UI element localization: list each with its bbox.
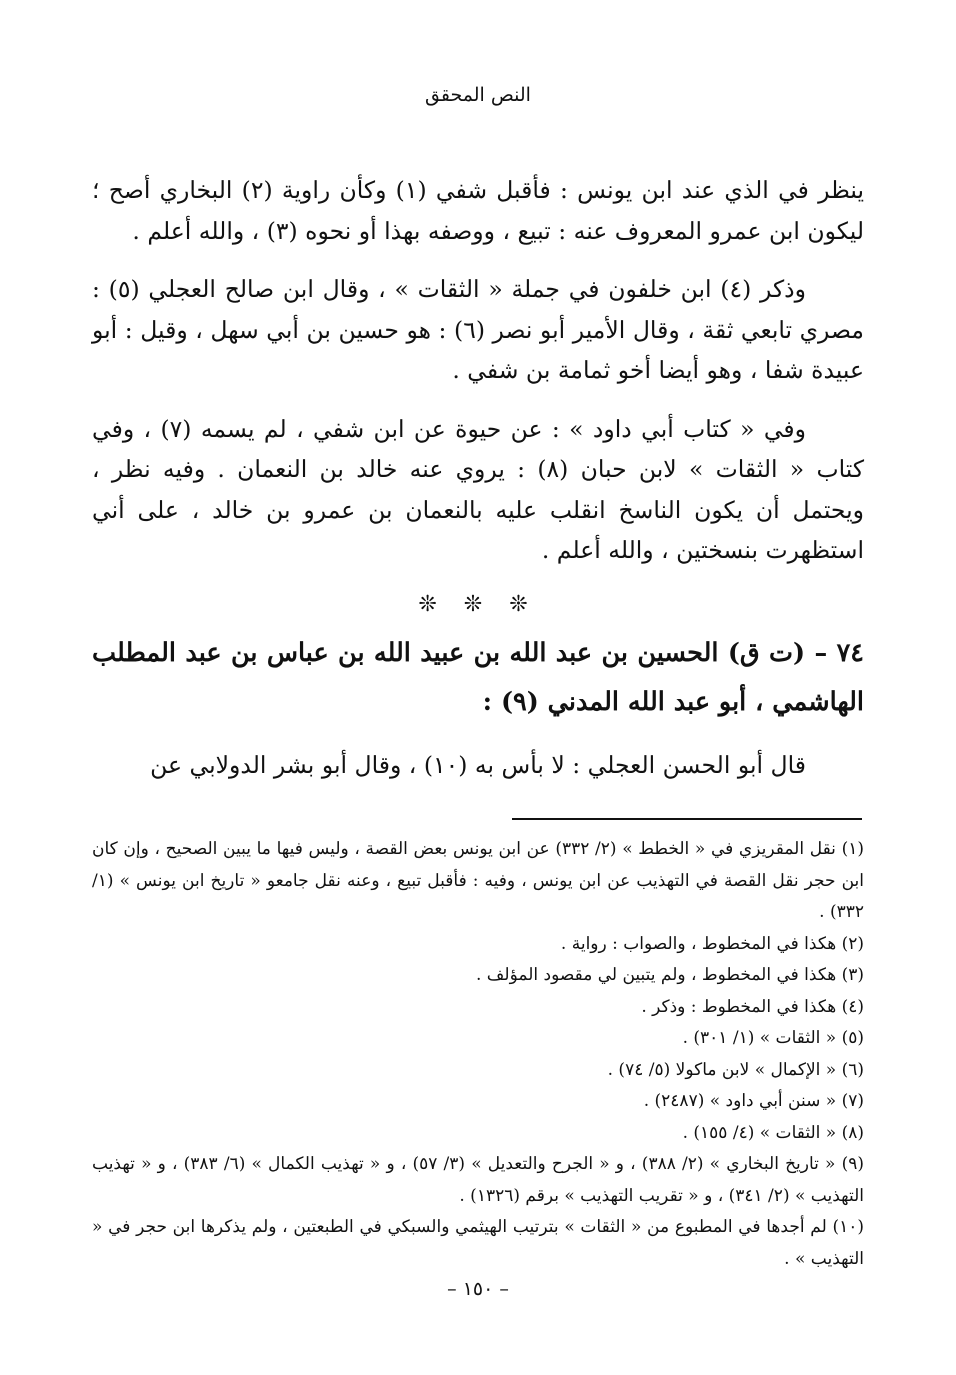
main-text: [92, 170, 864, 804]
entry-heading: ٧٤ – (ت ق) الحسين بن عبد الله بن عبيد الله بن عباس بن عبد المطلب الهاشمي ، أبو عبد الله المدني (٩) :: [92, 638, 864, 717]
footnote-1: (١) نقل المقريزي في « الخطط » (٢/ ٣٣٢) عن ابن يونس بعض القصة ، وليس فيها ما يبين الصحيح ، وإن كان ابن حجر نقل القصة في التهذيب عن ابن يونس ، وفيه : فأقبل تبيع ، وعنه نقل جامعو « تاريخ ابن يونس » (١/ ٣٣٢) .: [92, 839, 864, 922]
footnote-9: (٩) « تاريخ البخاري » (٢/ ٣٨٨) ، و « الجرح والتعديل » (٣/ ٥٧) ، و « تهذيب الكمال » (٦/ ٣٨٣) ، و « تهذيب التهذيب » (٢/ ٣٤١) ، و « تقريب التهذيب » برقم (١٣٢٦) .: [92, 1154, 865, 1206]
paragraph-3: وفي « كتاب أبي داود » : عن حيوة عن ابن شفي ، لم يسمه (٧) ، وفي كتاب « الثقات » لابن حبان (٨) : يروي عنه خالد بن النعمان . وفيه نظر ، ويحتمل أن يكون الناسخ انقلب عليه بالنعمان بن عمرو بن خالد ، على أني استظهرت بنسختين ، والله أعلم .: [92, 414, 865, 564]
section-separator: ❊ ❊ ❊: [418, 591, 538, 617]
footnote-4: (٤) هكذا في المخطوط : وذكر .: [641, 996, 864, 1017]
footnote-10: (١٠) لم أجدها في المطبوع من « الثقات » بترتيب الهيثمي والسبكي في الطبعتين ، ولم يذكرها ابن حجر في « التهذيب » .: [92, 1217, 864, 1269]
running-header: النص المحقق: [425, 84, 531, 106]
footnote-2: (٢) هكذا في المخطوط ، والصواب : رواية .: [560, 933, 864, 954]
page-number: – ١٥٠ –: [447, 1278, 509, 1300]
footnote-5: (٥) « الثقات » (١/ ٣٠١) .: [682, 1028, 864, 1048]
footnote-8: (٨) « الثقات » (٤/ ١٥٥) .: [682, 1122, 864, 1143]
paragraph-2: وذكر (٤) ابن خلفون في جملة « الثقات » ، وقال ابن صالح العجلي (٥) : مصري تابعي ثقة ، وقال الأمير أبو نصر (٦) : هو حسين بن أبي سهل ، وقيل : أبو عبيدة شفا ، وهو أيضا أخو ثمامة بن شفي .: [92, 275, 864, 384]
footnote-divider: [512, 818, 862, 820]
footnote-6: (٦) « الإكمال » لابن ماكولا (٥/ ٧٤) .: [607, 1059, 864, 1080]
footnotes: [92, 834, 864, 1275]
paragraph-1: ينظر في الذي عند ابن يونس : فأقبل شفي (١) وكأن راوية (٢) البخاري أصح ؛ ليكون ابن عمرو المعروف عنه : تبيع ، ووصفه بهذا أو نحوه (٣) ، والله أعلم .: [92, 176, 864, 245]
footnote-7: (٧) « سنن أبي داود » (٢٤٨٧) .: [643, 1091, 864, 1111]
footnote-3: (٣) هكذا في المخطوط ، ولم يتبين لي مقصود المؤلف .: [476, 965, 864, 985]
entry-text: قال أبو الحسن العجلي : لا بأس به (١٠) ، وقال أبو بشر الدولابي عن: [150, 751, 806, 779]
